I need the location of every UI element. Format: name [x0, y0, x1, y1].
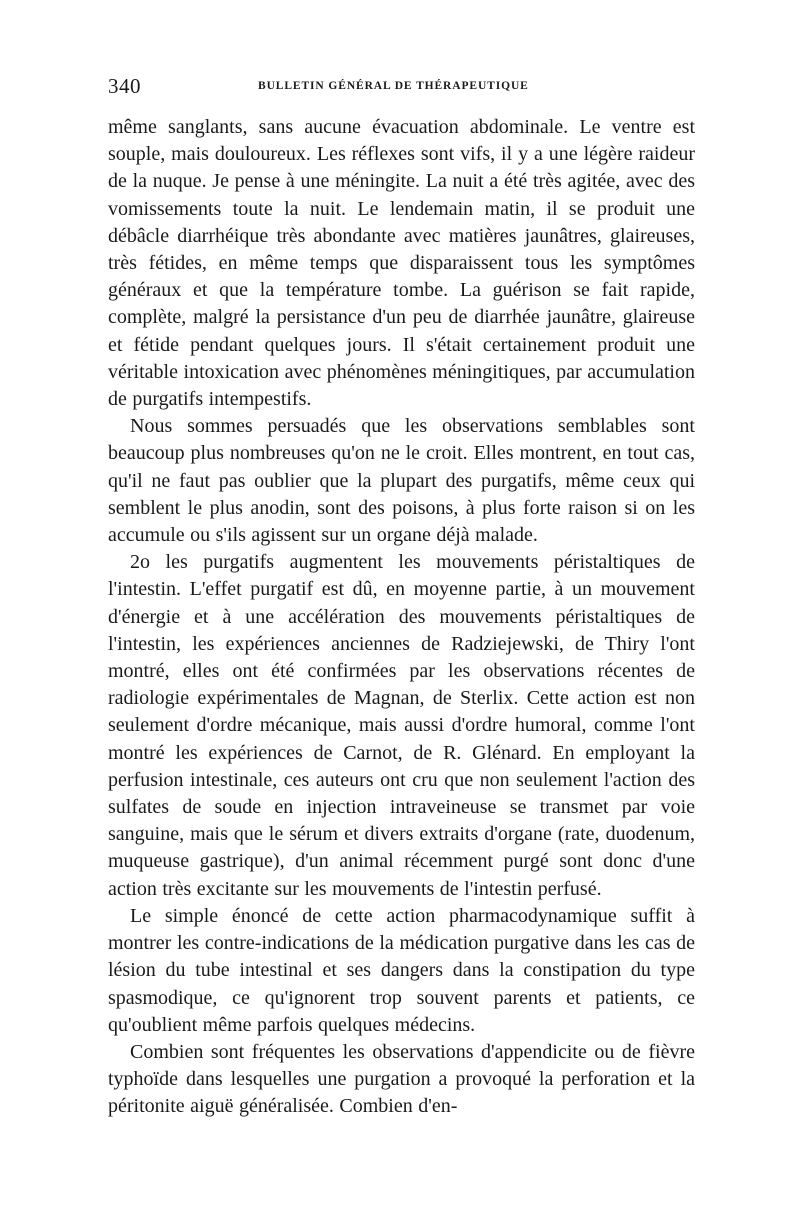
journal-title: BULLETIN GÉNÉRAL DE THÉRAPEUTIQUE	[258, 80, 529, 92]
running-header	[108, 74, 693, 98]
paragraph-contraindications: Le simple énoncé de cette action pharmacodynamique suffit à montrer les contre-indications de la médication purgative dans les cas de lésion du tube intestinal et ses dangers dans la constipation du type spasmodique, ce qu'ignorent trop souvent parents et patients, ce qu'oublient même parfois quelques médecins.	[108, 904, 695, 1036]
paragraph-peristaltic: 2o les purgatifs augmentent les mouvements péristaltiques de l'intestin. L'effet purgatif est dû, en moyenne partie, à un mouvement d'énergie et à une accélération des mouvements péristaltiques de l'intestin, les expériences anciennes de Radziejewski, de Thiry l'ont montré, elles ont été confirmées par les observations récentes de radiologie expérimentales de Magnan, de Sterlix. Cette action est non seulement d'ordre mécanique, mais aussi d'ordre humoral, comme l'ont montré les expériences de Carnot, de R. Glénard. En employant la perfusion intestinale, ces auteurs ont cru que non seulement l'action des sulfates de soude en injection intraveineuse se transmet par voie sanguine, mais que le sérum et divers extraits d'organe (rate, duodenum, muqueuse gastrique), d'un animal récemment purgé sont donc d'une action très excitante sur les mouvements de l'intestin perfusé.	[108, 551, 695, 900]
paragraph-appendicitis: Combien sont fréquentes les observations d'appendicite ou de fièvre typhoïde dans lesquelles une purgation a provoqué la perforation et la péritonite aiguë généralisée. Combien d'en-	[108, 1040, 695, 1118]
paragraph-continuation: même sanglants, sans aucune évacuation abdominale. Le ventre est souple, mais douloureux. Les réflexes sont vifs, il y a une légère raideur de la nuque. Je pense à une méningite. La nuit a été très agitée, avec des vomissements toute la nuit. Le lendemain matin, il se produit une débâcle diarrhéique très abondante avec matières jaunâtres, glaireuses, très fétides, en même temps que disparaissent tous les symptômes généraux et que la température tombe. La guérison se fait rapide, complète, malgré la persistance d'un peu de diarrhée jaunâtre, glaireuse et fétide pendant quelques jours. Il s'était certainement produit une véritable intoxication avec phénomènes méningitiques, par accumulation de purgatifs intempestifs.	[108, 116, 695, 411]
paragraph-observations: Nous sommes persuadés que les observations semblables sont beaucoup plus nombreuses qu'on ne le croit. Elles montrent, en tout cas, qu'il ne faut pas oublier que la plupart des purgatifs, même ceux qui semblent le plus anodin, sont des poisons, à plus forte raison si on les accumule ou s'ils agissent sur un organe déjà malade.	[108, 415, 695, 547]
body-text	[108, 114, 695, 1121]
page-number: 340	[108, 74, 141, 98]
